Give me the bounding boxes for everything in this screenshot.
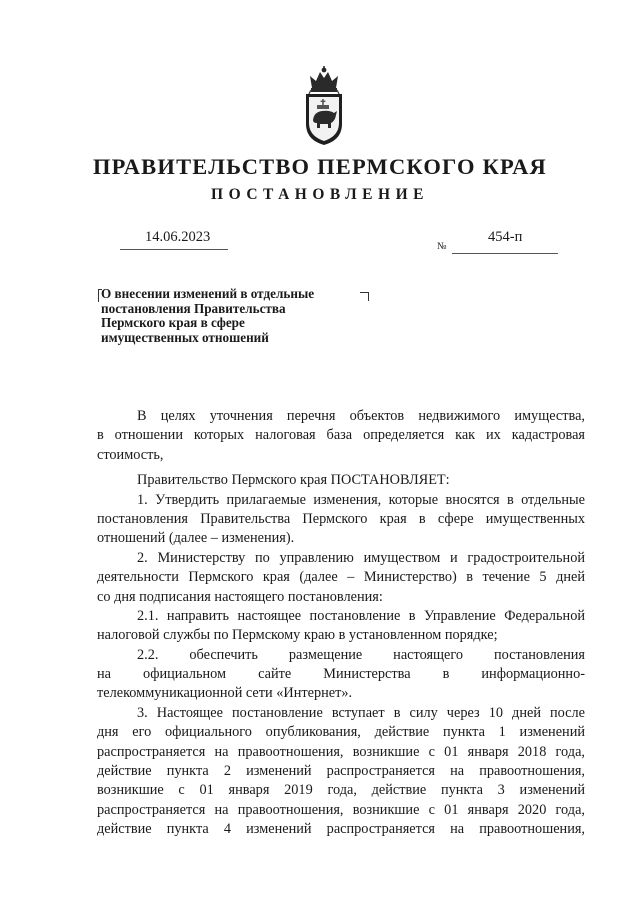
body-line: отношений (далее – изменения). <box>97 530 295 547</box>
subject-line: постановления Правительства <box>101 300 286 316</box>
body-line: 2.2. обеспечить размещение настоящего постановления <box>137 646 585 663</box>
subject-line: О внесении изменений в отдельные <box>101 286 315 301</box>
body-line: В целях уточнения перечня объектов недвижимого имущества, <box>137 408 585 424</box>
body-line: действие пункта 4 изменений распространяется на правоотношения, <box>97 821 585 838</box>
date-underline <box>120 249 228 250</box>
body-line: возникшие с 01 января 2019 года, действие пункта 3 изменений <box>97 782 585 799</box>
body-line: распространяется на правоотношения, возникшие с 01 января 2018 года, <box>97 743 585 760</box>
body-line: 1. Утвердить прилагаемые изменения, которые вносятся в отдельные <box>137 491 585 508</box>
body-line: деятельности Пермского края (далее – Министерство) в течение 5 дней <box>97 569 585 586</box>
document-type: ПОСТАНОВЛЕНИЕ <box>211 186 429 203</box>
document-subject <box>101 287 361 345</box>
body-line: дня его официального опубликования, действие пункта 1 изменений <box>97 724 585 741</box>
body-line: 2.1. направить настоящее постановление в Управление Федеральной <box>137 607 585 624</box>
body-line: в отношении которых налоговая база определяется как их кадастровая <box>97 427 585 444</box>
body-line: на официальном сайте Министерства в информационно- <box>97 666 585 683</box>
perm-krai-coat-of-arms-icon <box>300 66 348 146</box>
body-line: налоговой службы по Пермскому краю в установленном порядке; <box>97 627 498 644</box>
subject-line: имущественных отношений <box>101 329 269 345</box>
document-body <box>97 407 585 840</box>
document-number: 454-п <box>488 229 523 245</box>
body-line: 3. Настоящее постановление вступает в силу через 10 дней после <box>137 704 585 721</box>
subject-bracket-right <box>360 292 369 301</box>
body-line: Правительство Пермского края ПОСТАНОВЛЯЕТ: <box>137 472 450 489</box>
body-line: действие пункта 2 изменений распространяется на правоотношения, <box>97 763 585 780</box>
body-line: со дня подписания настоящего постановления: <box>97 588 383 605</box>
body-line: телекоммуникационной сети «Интернет». <box>97 685 353 702</box>
government-title: ПРАВИТЕЛЬСТВО ПЕРМСКОГО КРАЯ <box>92 154 548 179</box>
body-line: распространяется на правоотношения, возникшие с 01 января 2020 года, <box>97 801 585 818</box>
number-sign: № <box>437 241 447 252</box>
body-line: постановления Правительства Пермского края в сфере имущественных <box>97 510 585 527</box>
body-line: 2. Министерству по управлению имуществом и градостроительной <box>137 549 585 566</box>
number-underline <box>452 253 558 254</box>
body-line: стоимость, <box>97 446 164 463</box>
document-date: 14.06.2023 <box>145 229 211 245</box>
subject-line: Пермского края в сфере <box>101 315 245 330</box>
